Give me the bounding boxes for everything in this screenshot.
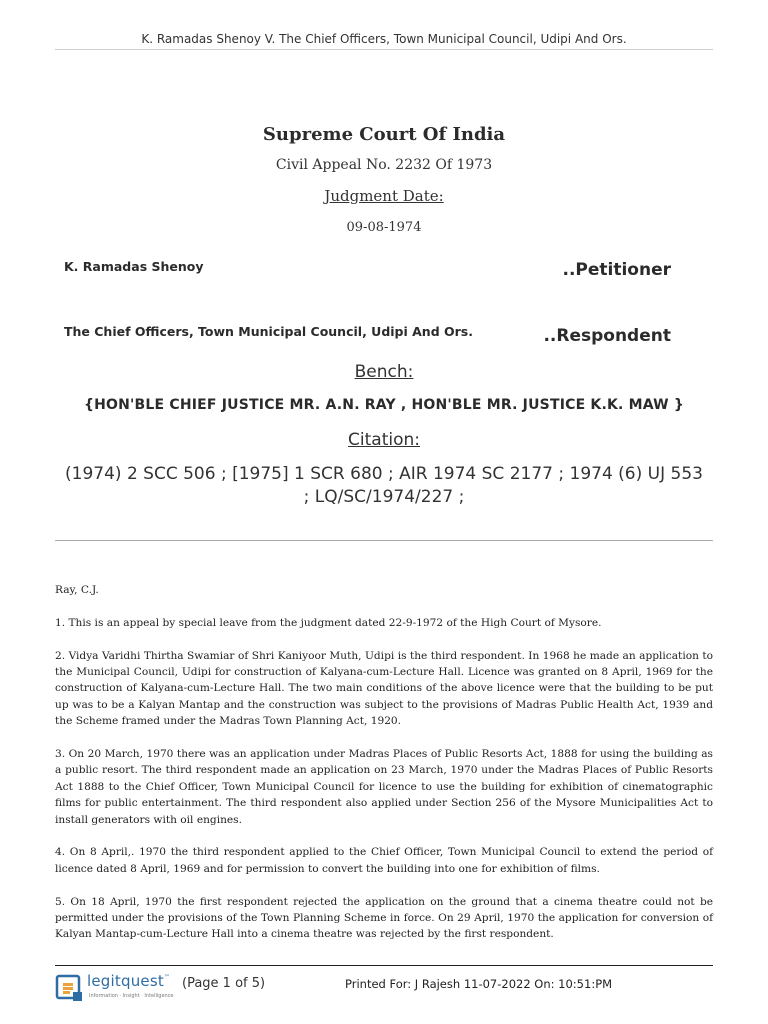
brand-name <box>87 972 170 990</box>
trademark-mark: ™ <box>163 974 171 981</box>
bench-judges: {HON'BLE CHIEF JUSTICE MR. A.N. RAY , HON'BLE MR. JUSTICE K.K. MAW } <box>83 397 685 413</box>
page-footer <box>55 972 713 1004</box>
header-divider <box>55 49 713 50</box>
paragraph-1: 1. This is an appeal by special leave from the judgment dated 22-9-1972 of the High Court of Mysore. <box>55 616 602 629</box>
brand-tagline: Information · Insight · Intelligence <box>89 993 174 999</box>
citation-text: (1974) 2 SCC 506 ; [1975] 1 SCR 680 ; AIR 1974 SC 2177 ; 1974 (6) UJ 553 ; LQ/SC/1974/227 ; <box>65 464 703 507</box>
bench-label: Bench: <box>354 362 414 382</box>
printed-for-info: Printed For: J Rajesh 11-07-2022 On: 10:51:PM <box>345 977 613 991</box>
judgment-date: 09-08-1974 <box>346 220 422 235</box>
brand-text: legitquest <box>87 972 164 990</box>
respondent-name: The Chief Officers, Town Municipal Council, Udipi And Ors. <box>64 324 473 339</box>
footer-divider <box>55 965 713 966</box>
paragraph-5: 5. On 18 April, 1970 the first respondent rejected the application on the ground that a cinema theatre could not be permitted under the provisions of the Town Planning Scheme in force. On 29 April, 1970 the application for conversion of Kalyan Mantap-cum-Lecture Hall into a cinema theatre was rejected by the first respondent. <box>55 895 713 941</box>
respondent-role: ..Respondent <box>543 326 671 346</box>
judgment-author: Ray, C.J. <box>55 584 99 596</box>
paragraph-4: 4. On 8 April,. 1970 the third respondent applied to the Chief Officer, Town Municipal Council to extend the period of licence dated 8 April, 1969 and for permission to convert the building into one for exhibition of films. <box>55 846 713 875</box>
petitioner-name: K. Ramadas Shenoy <box>64 259 204 274</box>
court-title: Supreme Court Of India <box>262 124 506 145</box>
citation-label: Citation: <box>348 430 420 450</box>
legitquest-logo-icon <box>55 974 85 1002</box>
petitioner-role: ..Petitioner <box>562 260 671 280</box>
paragraph-2: 2. Vidya Varidhi Thirtha Swamiar of Shri Kaniyoor Muth, Udipi is the third respondent. In 1968 he made an application to the Municipal Council, Udipi for construction of Kalyana-cum-Lecture Hall. Licence was granted on 8 April, 1969 for the construction of Kalyana-cum-Lecture Hall. The two main conditions of the above licence were that the building to be put up was to be a Kalyan Mantap and the construction was subject to the provisions of Madras Public Health Act, 1939 and the Scheme framed under the Madras Town Planning Act, 1920. <box>55 649 713 728</box>
judgment-body <box>55 582 713 959</box>
paragraph-3: 3. On 20 March, 1970 there was an application under Madras Places of Public Resorts Act, 1888 for using the building as a public resort. The third respondent made an application on 23 March, 1970 under the Madras Places of Public Resorts Act 1888 to the Chief Officer, Town Municipal Council for licence to use the building for exhibition of cinematographic films for public entertainment. The third respondent also applied under Section 256 of the Mysore Municipalities Act to install generators with oil engines. <box>55 748 713 826</box>
section-divider <box>55 540 713 541</box>
page-indicator: (Page 1 of 5) <box>182 976 266 991</box>
appeal-number: Civil Appeal No. 2232 Of 1973 <box>275 157 493 173</box>
running-header: K. Ramadas Shenoy V. The Chief Officers, Town Municipal Council, Udipi And Ors. <box>141 32 627 46</box>
judgment-date-label: Judgment Date: <box>324 187 444 205</box>
